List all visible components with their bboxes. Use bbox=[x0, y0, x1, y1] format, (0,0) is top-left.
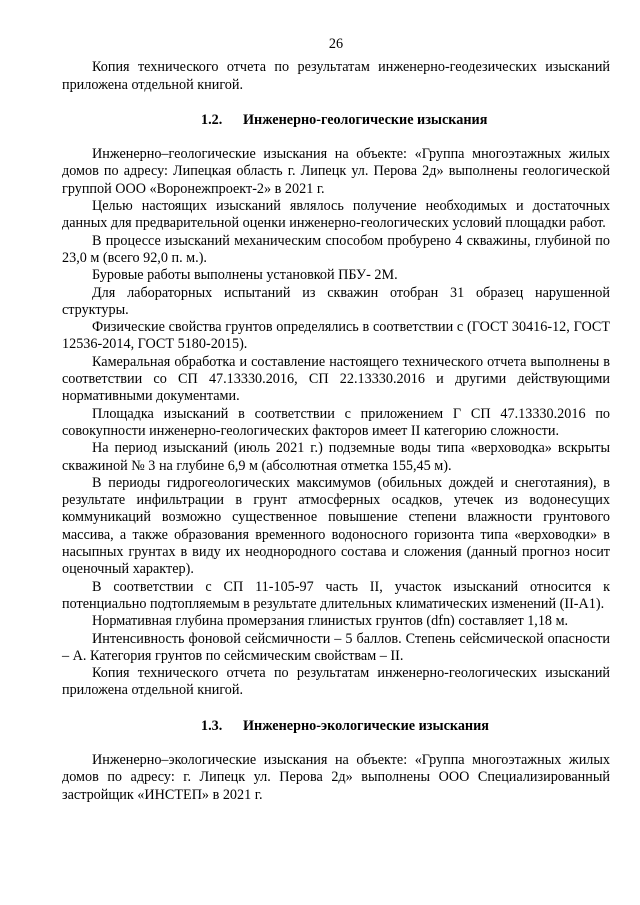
paragraph: Площадка изысканий в соответствии с приложением Г СП 47.13330.2016 по совокупности инженерно-геологических факторов имеет II категорию сложности. bbox=[62, 405, 610, 439]
paragraph: Копия технического отчета по результатам инженерно-геологических изысканий приложена отдельной книгой. bbox=[62, 665, 610, 699]
document-page bbox=[62, 36, 610, 804]
paragraph: Интенсивность фоновой сейсмичности – 5 баллов. Степень сейсмической опасности – А. Категория грунтов по сейсмическим свойствам – II. bbox=[62, 630, 610, 664]
paragraph: Физические свойства грунтов определялись в соответствии с (ГОСТ 30416-12, ГОСТ 12536-2014, ГОСТ 5180-2015). bbox=[62, 319, 610, 353]
paragraph: В периоды гидрогеологических максимумов (обильных дождей и снеготаяния), в результате инфильтрации в грунт атмосферных осадков, утечек из водонесущих коммуникаций возможно существенное повышение степени влажности грунтового массива, а также образования временного водоносного горизонта типа «верховодки» в насыпных грунтах в виду их неоднородного состава и сложения (данный прогноз носит оценочный характер). bbox=[62, 474, 610, 578]
paragraph: В соответствии с СП 11-105-97 часть II, участок изысканий относится к потенциально подтопляемым в результате длительных климатических изменений (II-А1). bbox=[62, 578, 610, 612]
page-number: 26 bbox=[328, 36, 344, 52]
section-heading bbox=[62, 112, 610, 129]
paragraph: Инженерно–экологические изыскания на объекте: «Группа многоэтажных жилых домов по адресу: г. Липецк ул. Перова 2д» выполнены ООО Специализированный застройщик «ИНСТЕП» в 2021 г. bbox=[62, 751, 610, 803]
section-title: Инженерно-экологические изыскания bbox=[243, 717, 489, 734]
paragraph: Целью настоящих изысканий являлось получение необходимых и достаточных данных для предварительной оценки инженерно-геологических условий площадки работ. bbox=[62, 198, 610, 232]
sections-container bbox=[62, 112, 610, 804]
paragraph: Копия технического отчета по результатам инженерно-геодезических изысканий приложена отдельной книгой. bbox=[62, 59, 610, 93]
paragraph: Камеральная обработка и составление настоящего технического отчета выполнены в соответствии со СП 47.13330.2016, СП 22.13330.2016 и другими действующими нормативными документами. bbox=[62, 353, 610, 405]
paragraph: В процессе изысканий механическим способом пробурено 4 скважины, глубиной по 23,0 м (всего 92,0 п. м.). bbox=[62, 232, 610, 266]
section-number: 1.3. bbox=[201, 717, 223, 734]
paragraph: Буровые работы выполнены установкой ПБУ- 2М. bbox=[92, 267, 398, 284]
paragraph: Нормативная глубина промерзания глинистых грунтов (dfn) составляет 1,18 м. bbox=[92, 613, 569, 630]
paragraph: Для лабораторных испытаний из скважин отобран 31 образец нарушенной структуры. bbox=[62, 284, 610, 318]
section-title: Инженерно-геологические изыскания bbox=[243, 111, 488, 128]
section-heading bbox=[62, 718, 610, 735]
section-number: 1.2. bbox=[201, 111, 223, 128]
paragraph: На период изысканий (июль 2021 г.) подземные воды типа «верховодка» вскрыты скважиной № 3 на глубине 6,9 м (абсолютная отметка 155,45 м). bbox=[62, 440, 610, 474]
paragraph: Инженерно–геологические изыскания на объекте: «Группа многоэтажных жилых домов по адресу: Липецкая область г. Липецк ул. Перова 2д» выполнены геологической группой ООО «Воронежпроект-2» в 2021 г. bbox=[62, 146, 610, 197]
intro-block bbox=[62, 59, 610, 94]
